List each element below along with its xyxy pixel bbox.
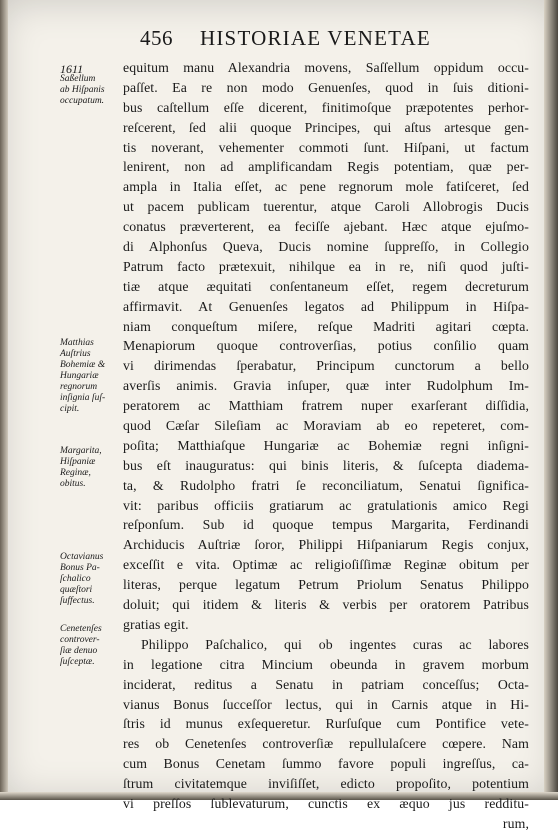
text-line: in legatione citra Mincium obeunda in gravem morbum [123,656,529,672]
marginal-note-line: Hiſpaniæ [60,457,96,467]
text-line: equitum manu Alexandria movens, Saſſellum oppidum occu- [123,60,529,75]
marginal-note-line: cipit. [60,404,80,414]
page-edge-shadow [544,0,558,800]
marginal-note-line: Bonus Pa- [60,563,100,573]
text-line: reſcerent, ſed alii quoque Principes, qui aſtus artesque gen- [123,119,529,135]
marginal-note-line: ſuffectus. [60,596,95,606]
text-line: lenirent, non ad amplificandam Regis potentiam, quæ per- [123,159,529,175]
text-line: rum, [502,815,529,831]
text-line: inciderat, reditus a Senatu in patriam conceſſus; Octa- [123,676,529,692]
text-line: cum Bonus Cenetam ſummo favore populi ingreſſus, ca- [123,756,529,772]
text-line: conatus præverterent, ea feciſſe ajebant. Hæc atque ejuſmo- [123,219,529,235]
marginal-note-line: Reginæ, [60,468,91,478]
marginal-note-line: Cenetenſes [60,624,102,634]
marginal-note-line: quæſtori [60,585,93,595]
page-gutter-shadow [0,0,8,800]
paragraph-2 [123,635,529,834]
marginal-note-margarita [60,446,124,490]
marginal-note-line: Margarita, [60,446,102,456]
marginal-note-line: obitus. [60,479,86,489]
text-line: averſis animis. Gravia inſuper, quæ inter Rudolphum Im- [123,378,529,394]
text-line: vi dirimendas ſperabatur, Principum cunctorum a bello [123,358,529,374]
text-line: tiæ atque æquitati conſentaneum eſſet, regem decreturum [123,278,529,294]
text-line: Menapiorum quoque controverſias, potius conſilio quam [123,338,529,354]
text-line: bus caſtellum eſſe dicerent, finitimoſque præpotentes perhor- [123,99,529,115]
text-line: ſtrum civitatemque inviſiſſet, edicto propoſito, potentium [123,776,529,792]
marginal-note-octavianus [60,552,124,607]
marginal-note-line: ſuſceptæ. [60,657,95,667]
text-line: di Alphonſus Queva, Ducis nomine ſuppreſſo, in Collegio [123,239,529,255]
text-line: ſtris id munus exſequeretur. Rurſuſque cum Pontifice vete- [123,716,529,732]
marginal-note-cenetenses [60,624,124,668]
text-line: Patrum facto prætexuit, nihilque ea in re, niſi quod juſti- [123,258,529,274]
text-line: quod Cæſar Sileſiam ac Moraviam ab eo repeteret, com- [123,418,529,434]
marginal-note-line: Saßellum [60,74,96,84]
marginal-note-line: controver- [60,635,100,645]
marginal-note-sassellum [60,74,124,107]
text-line: vit: paribus officiis gratiarum ac gratulationis amico Regi [123,497,529,513]
marginal-note-line: ſchalico [60,574,91,584]
text-line: vianus Bonus ſucceſſor lectus, qui in Carnis atque in Hi- [123,696,529,712]
marginal-note-matthias [60,338,124,415]
marginal-note-line: Matthias [60,338,94,348]
text-line: affirmavit. At Genuenſes legatos ad Philippum in Hiſpa- [123,298,529,314]
marginal-note-line: regnorum [60,382,98,392]
margin-year: 1611 [60,62,84,76]
marginal-note-line: Auſtrius [60,349,91,359]
text-line: literas, perque legatum Petrum Priolum Senatus Philippo [123,577,529,593]
text-line: tis noverant, vehementer commoti ſunt. Hiſpani, ut factum [123,139,529,155]
text-line: ut pacem publicam tuerentur, atque Caroli Allobrogis Ducis [123,199,529,215]
marginal-note-line: Octavianus [60,552,104,562]
text-line: res ob Cenetenſes controverſiæ repullulaſcere cœpere. Nam [123,736,529,752]
text-line: peratorem ac Matthiam fratrem nuper exarſerant diſſidia, [123,398,529,414]
text-line: gratias egit. [123,616,189,632]
text-line: bus eſt inauguratus: qui binis literis, & ſuſcepta diadema- [123,457,529,473]
text-line: exceſſit e vita. Optimæ ac religioſiſſimæ Reginæ obitum per [123,557,529,573]
marginal-note-line: Bohemiæ & [60,360,106,370]
text-line: poſita; Matthiaſque Hungariæ ac Bohemiæ regni inſigni- [123,437,529,453]
text-line: ampla in Italia eſſet, ac pene regnorum mole fatiſceret, ſed [123,179,529,195]
text-line: vi preſſos ſublevaturum, cunctis ex æquo jus redditu- [123,795,529,811]
text-line: Philippo Paſchalico, qui ob ingentes curas ac labores [141,636,529,652]
running-title: HISTORIAE VENETAE [200,26,431,50]
marginal-note-line: Hungariæ [60,371,99,381]
page-header [140,26,540,56]
text-line: doluit; qui itidem & literis & verbis per oratorem Patribus [123,597,529,613]
text-line: reſponſum. Sub id quoque tempus Margarita, Ferdinandi [123,517,529,533]
page-number: 456 [140,26,173,50]
paragraph-1 [123,58,529,635]
text-line: ta, & Rudolpho fratri ſe reconciliatum, Senatui ſignifica- [123,477,529,493]
main-text [123,58,529,834]
marginal-note-line: occupatum. [60,96,105,106]
marginal-note-line: ab Hiſpanis [60,85,105,95]
marginal-note-line: inſignia ſuſ- [60,393,106,403]
text-line: Archiducis Auſtriæ ſoror, Philippi Hiſpaniarum Regis conjux, [123,537,529,553]
text-line: niam conqueſtum miſere, reſque Madriti agitari cœpta. [123,318,529,334]
marginal-note-line: ſiæ denuo [60,646,98,656]
text-line: paſſet. Ea re non modo Genuenſes, quod in ſuis ditioni- [123,79,529,95]
